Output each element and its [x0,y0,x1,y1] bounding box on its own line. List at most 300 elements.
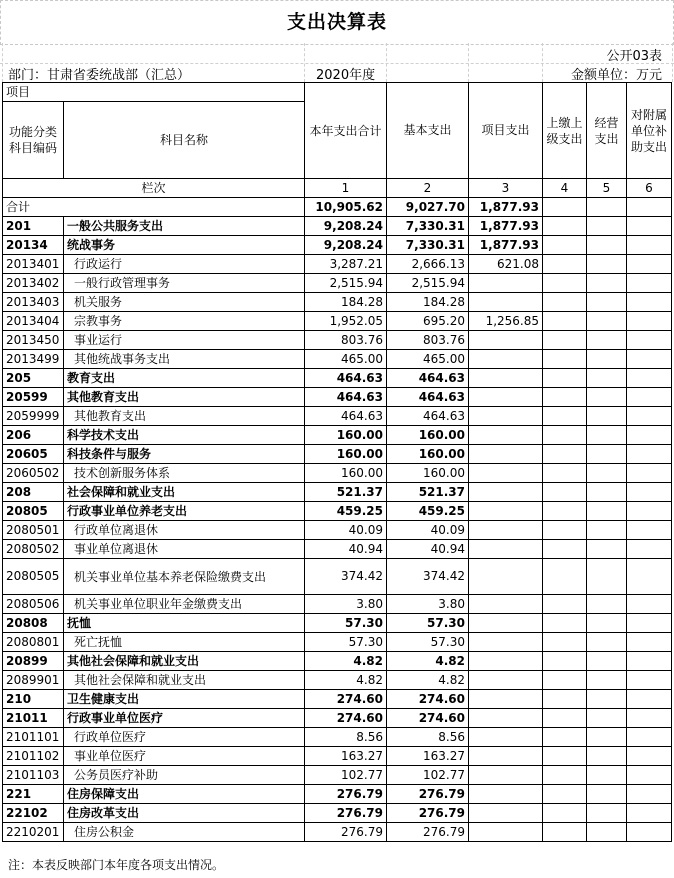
row-col3: 1,877.93 [469,236,543,255]
row-col5 [587,293,627,312]
department-label: 部门：甘肃省委统战部（汇总） [8,68,191,83]
row-col4 [543,595,587,614]
row-col5 [587,388,627,407]
table-row [3,785,672,804]
row-code: 2101102 [3,747,64,766]
table-row [3,293,672,312]
row-col3 [469,464,543,483]
total-col1: 10,905.62 [305,198,387,217]
row-col6 [627,540,672,559]
row-col4 [543,407,587,426]
row-col1: 40.09 [305,521,387,540]
row-col4 [543,652,587,671]
row-col4 [543,559,587,595]
row-code: 20599 [3,388,64,407]
row-col6 [627,633,672,652]
row-col5 [587,464,627,483]
row-col5 [587,312,627,331]
row-name: 行政单位离退休 [64,521,305,540]
row-col2: 276.79 [387,804,469,823]
table-row [3,728,672,747]
header-col2: 基本支出 [387,83,469,179]
row-col1: 160.00 [305,464,387,483]
row-col3 [469,426,543,445]
grid-line [468,43,469,82]
row-col5 [587,445,627,464]
grid-line [2,43,3,82]
row-col6 [627,559,672,595]
row-col2: 695.20 [387,312,469,331]
table-row [3,312,672,331]
row-name: 死亡抚恤 [64,633,305,652]
row-col2: 2,666.13 [387,255,469,274]
row-col5 [587,671,627,690]
table-row [3,595,672,614]
row-code: 208 [3,483,64,502]
row-col5 [587,652,627,671]
table-row [3,464,672,483]
row-col6 [627,823,672,842]
row-col5 [587,502,627,521]
row-col1: 521.37 [305,483,387,502]
row-name: 抚恤 [64,614,305,633]
row-col6 [627,502,672,521]
row-col6 [627,388,672,407]
row-name: 其他统战事务支出 [64,350,305,369]
row-col5 [587,709,627,728]
row-col2: 163.27 [387,747,469,766]
row-col6 [627,671,672,690]
row-name: 社会保障和就业支出 [64,483,305,502]
row-col5 [587,595,627,614]
header-func-code: 功能分类科目编码 [3,102,64,179]
table-row [3,766,672,785]
row-col1: 4.82 [305,652,387,671]
table-row [3,709,672,728]
row-col3 [469,293,543,312]
header-num-6: 6 [627,179,672,198]
row-col1: 276.79 [305,804,387,823]
row-col4 [543,293,587,312]
row-col4 [543,671,587,690]
table-row [3,445,672,464]
row-name: 行政运行 [64,255,305,274]
row-col4 [543,540,587,559]
row-col3 [469,709,543,728]
form-code: 公开03表 [606,49,662,64]
row-col2: 7,330.31 [387,236,469,255]
row-code: 2013450 [3,331,64,350]
year-label: 2020年度 [316,68,376,83]
header-col3: 项目支出 [469,83,543,179]
row-col3 [469,274,543,293]
header-col5: 经营支出 [587,83,627,179]
header-col4: 上缴上级支出 [543,83,587,179]
row-col1: 274.60 [305,690,387,709]
row-col4 [543,823,587,842]
row-code: 2013401 [3,255,64,274]
row-name: 技术创新服务体系 [64,464,305,483]
row-col1: 40.94 [305,540,387,559]
row-col3 [469,350,543,369]
row-col5 [587,747,627,766]
row-code: 2210201 [3,823,64,842]
row-col3 [469,652,543,671]
row-col1: 160.00 [305,445,387,464]
row-col4 [543,350,587,369]
row-col2: 459.25 [387,502,469,521]
row-col5 [587,236,627,255]
header-col1: 本年支出合计 [305,83,387,179]
row-col1: 276.79 [305,823,387,842]
row-name: 事业运行 [64,331,305,350]
row-col2: 374.42 [387,559,469,595]
table-row [3,540,672,559]
row-name: 住房改革支出 [64,804,305,823]
row-col6 [627,804,672,823]
row-col1: 276.79 [305,785,387,804]
row-col6 [627,464,672,483]
row-col4 [543,483,587,502]
row-col4 [543,614,587,633]
row-col6 [627,785,672,804]
row-col6 [627,595,672,614]
table-row [3,747,672,766]
row-col3 [469,595,543,614]
row-name: 宗教事务 [64,312,305,331]
row-col3 [469,540,543,559]
row-code: 2080505 [3,559,64,595]
row-col1: 374.42 [305,559,387,595]
row-col4 [543,369,587,388]
row-col4 [543,217,587,236]
row-col1: 57.30 [305,633,387,652]
row-name: 教育支出 [64,369,305,388]
row-col5 [587,426,627,445]
row-col2: 160.00 [387,464,469,483]
table-row [3,690,672,709]
row-col1: 9,208.24 [305,236,387,255]
row-code: 22102 [3,804,64,823]
row-col3 [469,633,543,652]
row-col4 [543,388,587,407]
row-col3 [469,671,543,690]
page-title: 支出决算表 [0,0,674,45]
row-col4 [543,804,587,823]
row-col3 [469,823,543,842]
row-code: 2101101 [3,728,64,747]
grid-line [386,43,387,82]
row-code: 2059999 [3,407,64,426]
row-col3: 621.08 [469,255,543,274]
row-col1: 57.30 [305,614,387,633]
row-name: 科学技术支出 [64,426,305,445]
row-col6 [627,652,672,671]
row-name: 事业单位医疗 [64,747,305,766]
row-code: 21011 [3,709,64,728]
row-col1: 3.80 [305,595,387,614]
row-col6 [627,407,672,426]
row-col6 [627,350,672,369]
row-name: 住房保障支出 [64,785,305,804]
row-col3 [469,804,543,823]
row-col3 [469,445,543,464]
row-col4 [543,236,587,255]
row-col4 [543,633,587,652]
row-col6 [627,312,672,331]
row-col5 [587,407,627,426]
table-row [3,274,672,293]
row-col3 [469,407,543,426]
row-code: 2013402 [3,274,64,293]
row-col5 [587,540,627,559]
row-col2: 521.37 [387,483,469,502]
row-col3 [469,614,543,633]
row-col6 [627,445,672,464]
row-col2: 102.77 [387,766,469,785]
row-col2: 464.63 [387,388,469,407]
expenditure-table [2,82,672,842]
header-col6: 对附属单位补助支出 [627,83,672,179]
row-col4 [543,464,587,483]
row-col3 [469,766,543,785]
table-row [3,804,672,823]
row-col2: 274.60 [387,709,469,728]
row-col1: 1,952.05 [305,312,387,331]
row-name: 其他社会保障和就业支出 [64,671,305,690]
header-num-5: 5 [587,179,627,198]
row-col2: 4.82 [387,652,469,671]
row-col2: 8.56 [387,728,469,747]
row-col6 [627,369,672,388]
row-col5 [587,804,627,823]
row-col5 [587,766,627,785]
row-col4 [543,766,587,785]
table-row [3,633,672,652]
row-col1: 163.27 [305,747,387,766]
row-col1: 4.82 [305,671,387,690]
row-code: 2101103 [3,766,64,785]
row-col2: 464.63 [387,369,469,388]
row-name: 统战事务 [64,236,305,255]
row-col3 [469,747,543,766]
row-code: 20605 [3,445,64,464]
row-col5 [587,274,627,293]
table-row [3,502,672,521]
row-col2: 160.00 [387,426,469,445]
row-name: 科技条件与服务 [64,445,305,464]
row-name: 其他教育支出 [64,388,305,407]
row-name: 机关服务 [64,293,305,312]
row-col4 [543,426,587,445]
row-col2: 803.76 [387,331,469,350]
row-col6 [627,690,672,709]
row-col2: 184.28 [387,293,469,312]
row-name: 行政事业单位养老支出 [64,502,305,521]
table-row [3,217,672,236]
row-col1: 9,208.24 [305,217,387,236]
row-col2: 4.82 [387,671,469,690]
row-col6 [627,728,672,747]
row-col5 [587,633,627,652]
table-row [3,255,672,274]
row-name: 一般公共服务支出 [64,217,305,236]
row-col4 [543,331,587,350]
row-col1: 274.60 [305,709,387,728]
row-col3 [469,483,543,502]
total-label: 合计 [3,198,305,217]
row-code: 2080502 [3,540,64,559]
table-row [3,331,672,350]
row-code: 2060502 [3,464,64,483]
row-col5 [587,521,627,540]
grid-line [542,43,543,82]
row-col3 [469,502,543,521]
row-name: 事业单位离退休 [64,540,305,559]
row-code: 221 [3,785,64,804]
row-name: 机关事业单位职业年金缴费支出 [64,595,305,614]
table-row [3,350,672,369]
row-col2: 40.09 [387,521,469,540]
row-col3 [469,388,543,407]
grid-line [672,43,673,82]
header-item: 项目 [3,83,305,102]
row-col2: 57.30 [387,633,469,652]
total-col2: 9,027.70 [387,198,469,217]
row-col6 [627,614,672,633]
row-col6 [627,331,672,350]
row-name: 住房公积金 [64,823,305,842]
row-col6 [627,747,672,766]
row-col3 [469,369,543,388]
row-col5 [587,785,627,804]
row-col4 [543,690,587,709]
row-col2: 274.60 [387,690,469,709]
row-code: 20805 [3,502,64,521]
row-code: 206 [3,426,64,445]
row-col2: 276.79 [387,823,469,842]
table-row [3,388,672,407]
row-col4 [543,785,587,804]
row-col5 [587,728,627,747]
row-col1: 464.63 [305,369,387,388]
table-row [3,236,672,255]
row-col5 [587,331,627,350]
grid-line [304,43,305,82]
row-col6 [627,255,672,274]
row-col2: 464.63 [387,407,469,426]
row-col5 [587,369,627,388]
row-col6 [627,426,672,445]
row-code: 2013404 [3,312,64,331]
row-name: 其他教育支出 [64,407,305,426]
table-row [3,483,672,502]
row-col6 [627,521,672,540]
row-code: 20808 [3,614,64,633]
row-col2: 7,330.31 [387,217,469,236]
table-row [3,559,672,595]
table-row [3,521,672,540]
table-row [3,652,672,671]
row-col1: 464.63 [305,388,387,407]
row-col1: 803.76 [305,331,387,350]
row-col2: 160.00 [387,445,469,464]
row-col4 [543,445,587,464]
row-col1: 465.00 [305,350,387,369]
row-col5 [587,217,627,236]
row-name: 行政事业单位医疗 [64,709,305,728]
row-col4 [543,312,587,331]
row-col2: 2,515.94 [387,274,469,293]
row-code: 2080501 [3,521,64,540]
row-col5 [587,690,627,709]
row-col6 [627,217,672,236]
row-col3: 1,877.93 [469,217,543,236]
row-col4 [543,709,587,728]
row-col1: 464.63 [305,407,387,426]
row-col6 [627,274,672,293]
total-col5 [587,198,627,217]
table-row [3,671,672,690]
row-col6 [627,709,672,728]
total-col6 [627,198,672,217]
header-num-4: 4 [543,179,587,198]
table-row [3,369,672,388]
row-code: 2013403 [3,293,64,312]
row-code: 205 [3,369,64,388]
row-name: 卫生健康支出 [64,690,305,709]
row-code: 20134 [3,236,64,255]
row-col6 [627,766,672,785]
row-col5 [587,614,627,633]
header-num-2: 2 [387,179,469,198]
row-col4 [543,502,587,521]
table-row [3,823,672,842]
row-code: 210 [3,690,64,709]
row-col4 [543,255,587,274]
row-col5 [587,255,627,274]
row-col3 [469,690,543,709]
row-col1: 3,287.21 [305,255,387,274]
unit-label: 金额单位：万元 [570,68,662,83]
table-row [3,426,672,445]
row-name: 一般行政管理事务 [64,274,305,293]
row-col4 [543,274,587,293]
row-col2: 3.80 [387,595,469,614]
row-code: 2089901 [3,671,64,690]
row-col4 [543,521,587,540]
row-col1: 184.28 [305,293,387,312]
row-col1: 160.00 [305,426,387,445]
total-col3: 1,877.93 [469,198,543,217]
row-code: 20899 [3,652,64,671]
row-name: 机关事业单位基本养老保险缴费支出 [64,559,305,595]
header-subject-name: 科目名称 [64,102,305,179]
row-col3 [469,559,543,595]
row-col1: 459.25 [305,502,387,521]
row-col5 [587,350,627,369]
table-row [3,407,672,426]
total-col4 [543,198,587,217]
table-row [3,614,672,633]
row-code: 201 [3,217,64,236]
row-col2: 465.00 [387,350,469,369]
row-col3 [469,785,543,804]
row-code: 2080506 [3,595,64,614]
row-code: 2080801 [3,633,64,652]
row-col1: 2,515.94 [305,274,387,293]
row-col6 [627,293,672,312]
